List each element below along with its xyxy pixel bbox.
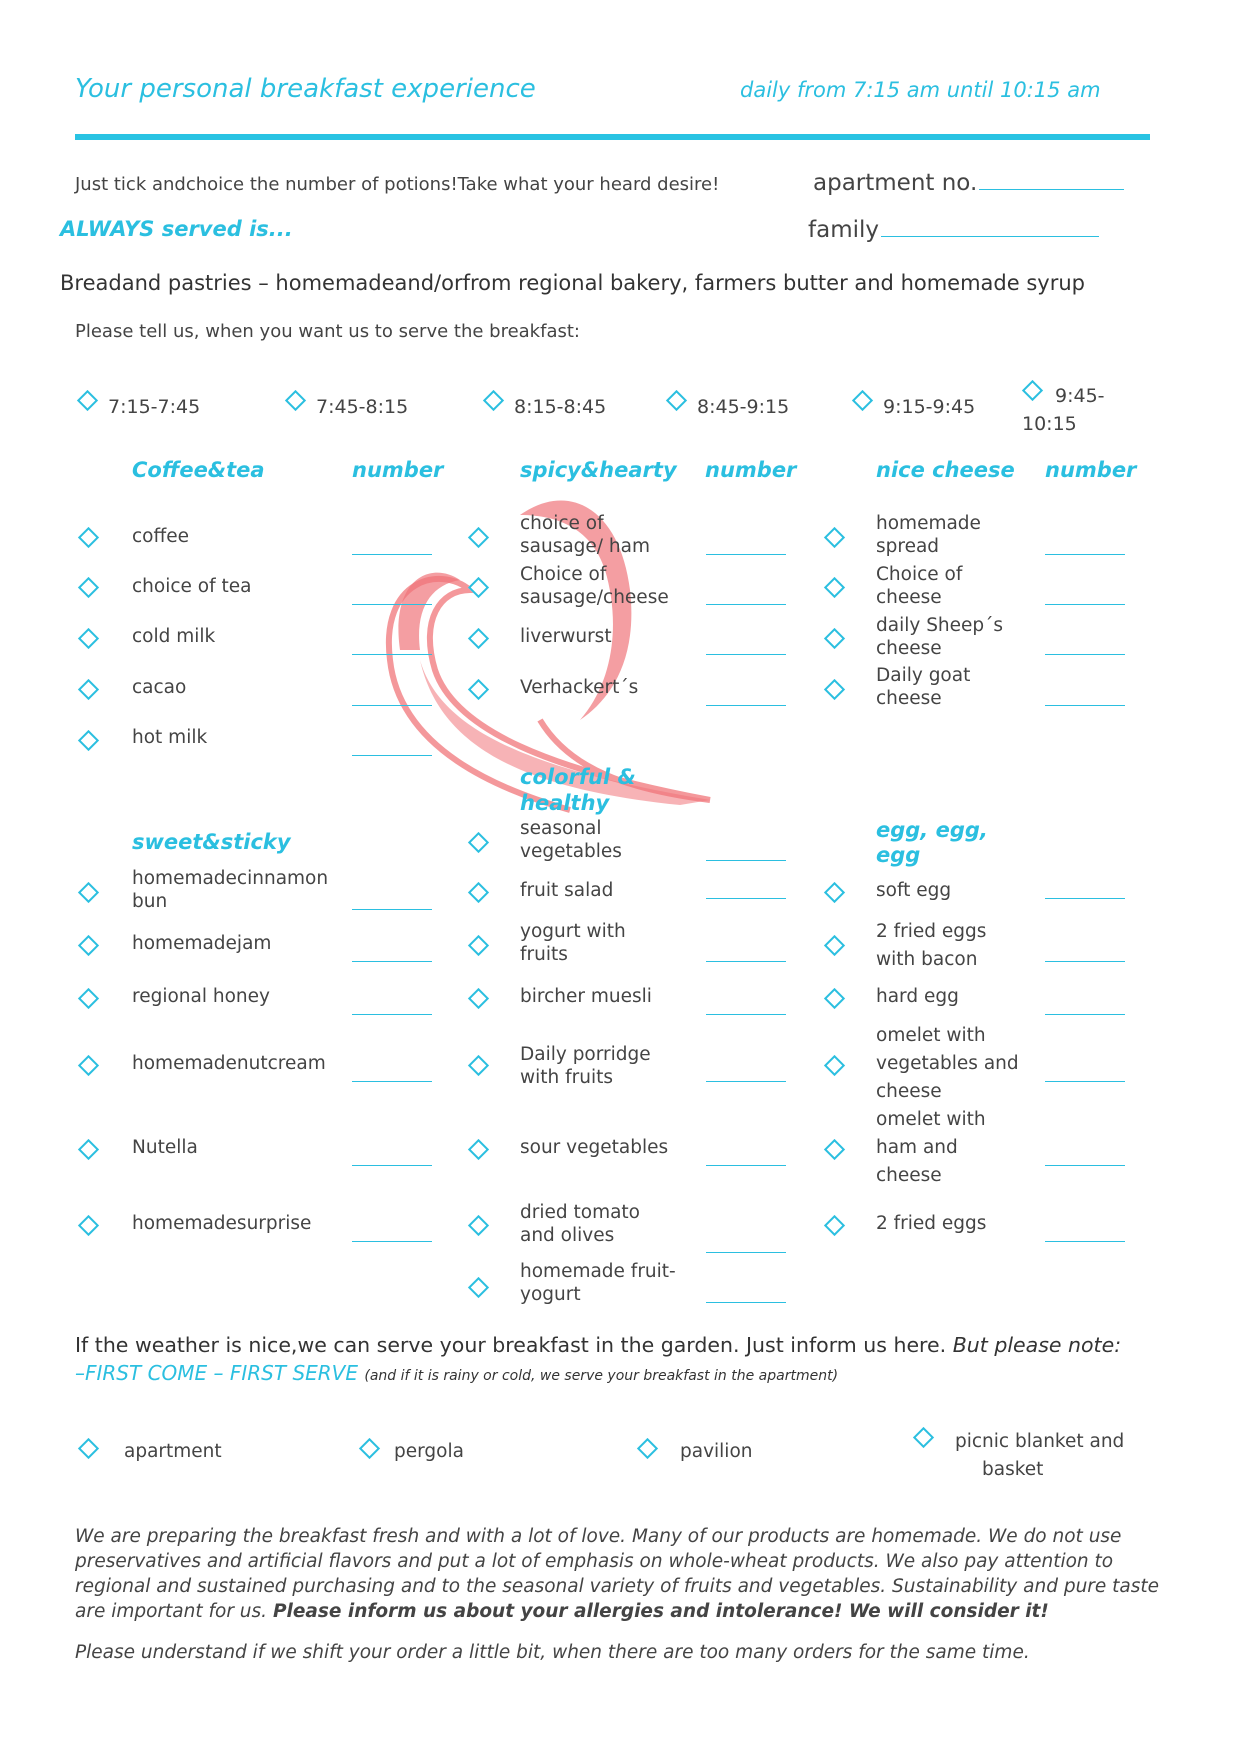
number-input-nutella[interactable] [352, 1165, 432, 1166]
number-input-sausage-ham[interactable] [706, 554, 786, 555]
item-nutella: Nutella [132, 1137, 198, 1158]
always-served-heading: ALWAYS served is... [60, 217, 293, 241]
number-input-cold-milk[interactable] [352, 654, 432, 655]
intro-text: Just tick andchoice the number of potions!Take what your heard desire! [75, 174, 720, 195]
page-title: Your personal breakfast experience [75, 74, 536, 104]
checkbox-soft-egg[interactable] [824, 882, 845, 903]
number-input-fried-eggs-bacon[interactable] [1045, 961, 1125, 962]
item-fried-eggs-bacon-2: with bacon [876, 949, 978, 970]
number-input-bircher-muesli[interactable] [706, 1014, 786, 1015]
location-picnic-2: basket [982, 1459, 1044, 1480]
number-input-sausage-cheese[interactable] [706, 604, 786, 605]
item-verhackert: Verhackert´s [520, 677, 639, 698]
number-input-hot-milk[interactable] [352, 755, 432, 756]
checkbox-sour-vegetables[interactable] [468, 1139, 489, 1160]
checkbox-surprise[interactable] [78, 1215, 99, 1236]
time-slot-checkbox-1[interactable] [77, 390, 98, 411]
number-input-liverwurst[interactable] [706, 654, 786, 655]
item-fried-eggs-bacon-1: 2 fried eggs [876, 921, 987, 942]
checkbox-cold-milk[interactable] [78, 628, 99, 649]
weather-note: But please note: [952, 1333, 1122, 1357]
checkbox-seasonal-vegetables[interactable] [468, 832, 489, 853]
time-slot-5: 9:15-9:45 [883, 396, 976, 418]
item-seasonal-vegetables-2: vegetables [520, 841, 622, 862]
number-input-homemade-spread[interactable] [1045, 554, 1125, 555]
number-heading-2: number [705, 458, 797, 482]
checkbox-apartment[interactable] [78, 1438, 99, 1459]
checkbox-cacao[interactable] [78, 679, 99, 700]
checkbox-hard-egg[interactable] [824, 988, 845, 1009]
number-input-choice-cheese[interactable] [1045, 604, 1125, 605]
shift-note: Please understand if we shift your order a little bit, when there are too many orders for the same time. [75, 1642, 1030, 1663]
location-pergola: pergola [394, 1441, 464, 1462]
checkbox-fruit-yogurt[interactable] [468, 1277, 489, 1298]
allergy-note: Please inform us about your allergies and intolerance! We will consider it! [272, 1601, 1049, 1622]
checkbox-homemade-spread[interactable] [824, 527, 845, 548]
item-jam: homemadejam [132, 933, 272, 954]
apartment-label: apartment no. [813, 170, 978, 196]
item-choice-cheese-2: cheese [876, 587, 942, 608]
checkbox-fried-eggs[interactable] [824, 1215, 845, 1236]
item-fruit-yogurt-1: homemade fruit- [520, 1261, 676, 1282]
item-tomato-olives-1: dried tomato [520, 1202, 640, 1223]
number-input-verhackert[interactable] [706, 705, 786, 706]
item-porridge-2: with fruits [520, 1067, 614, 1088]
number-input-fried-eggs[interactable] [1045, 1241, 1125, 1242]
item-cinnamon-bun-1: homemadecinnamon [132, 868, 329, 889]
number-input-sheep-cheese[interactable] [1045, 654, 1125, 655]
number-input-surprise[interactable] [352, 1241, 432, 1242]
time-slot-2: 7:45-8:15 [316, 396, 409, 418]
colorful-healthy-heading-2: healthy [520, 791, 610, 815]
item-sausage-ham-2: sausage/ ham [520, 536, 650, 557]
time-slot-checkbox-3[interactable] [483, 390, 504, 411]
bread-description: Breadand pastries – homemadeand/orfrom regional bakery, farmers butter and homemade syrup [60, 271, 1085, 295]
checkbox-fruit-salad[interactable] [468, 882, 489, 903]
checkbox-picnic[interactable] [913, 1427, 934, 1448]
family-label: family [808, 217, 879, 243]
number-input-honey[interactable] [352, 1014, 432, 1015]
time-slot-checkbox-2[interactable] [285, 390, 306, 411]
item-bircher-muesli: bircher muesli [520, 986, 652, 1007]
number-input-fruit-salad[interactable] [706, 898, 786, 899]
number-heading-1: number [352, 458, 444, 482]
item-cold-milk: cold milk [132, 626, 216, 647]
item-omelet-vegetables-3: cheese [876, 1081, 942, 1102]
checkbox-omelet-vegetables[interactable] [824, 1055, 845, 1076]
item-seasonal-vegetables-1: seasonal [520, 818, 602, 839]
number-input-tea[interactable] [352, 604, 432, 605]
item-yogurt-fruits-2: fruits [520, 944, 568, 965]
item-sausage-cheese-1: Choice of [520, 564, 607, 585]
number-input-nutcream[interactable] [352, 1081, 432, 1082]
item-sausage-ham-1: choice of [520, 513, 604, 534]
item-nutcream: homemadenutcream [132, 1053, 326, 1074]
item-fruit-salad: fruit salad [520, 880, 614, 901]
spicy-hearty-heading: spicy&hearty [520, 458, 677, 482]
checkbox-yogurt-fruits[interactable] [468, 935, 489, 956]
number-input-cinnamon-bun[interactable] [352, 909, 432, 910]
time-slot-6: 9:45- [1055, 385, 1105, 407]
family-field[interactable] [808, 217, 1099, 243]
number-input-soft-egg[interactable] [1045, 898, 1125, 899]
item-soft-egg: soft egg [876, 880, 952, 901]
item-fruit-yogurt-2: yogurt [520, 1284, 581, 1305]
checkbox-goat-cheese[interactable] [824, 679, 845, 700]
checkbox-pergola[interactable] [359, 1438, 380, 1459]
nice-cheese-heading: nice cheese [876, 458, 1015, 482]
time-slot-4: 8:45-9:15 [697, 396, 790, 418]
checkbox-cinnamon-bun[interactable] [78, 882, 99, 903]
item-goat-cheese-2: cheese [876, 688, 942, 709]
time-slot-3: 8:15-8:45 [514, 396, 607, 418]
item-omelet-ham-2: ham and [876, 1137, 958, 1158]
item-goat-cheese-1: Daily goat [876, 665, 971, 686]
item-sheep-cheese-2: cheese [876, 638, 942, 659]
item-omelet-vegetables-2: vegetables and [876, 1053, 1019, 1074]
checkbox-omelet-ham[interactable] [824, 1139, 845, 1160]
item-sheep-cheese-1: daily Sheep´s [876, 615, 1004, 636]
number-input-omelet-vegetables[interactable] [1045, 1081, 1125, 1082]
service-hours: daily from 7:15 am until 10:15 am [740, 78, 1101, 102]
number-input-coffee[interactable] [352, 554, 432, 555]
first-come-line [75, 1361, 838, 1385]
checkbox-jam[interactable] [78, 935, 99, 956]
time-slot-checkbox-5[interactable] [852, 390, 873, 411]
item-yogurt-fruits-1: yogurt with [520, 921, 626, 942]
item-tomato-olives-2: and olives [520, 1225, 615, 1246]
colorful-healthy-heading-1: colorful & [520, 765, 636, 789]
item-cinnamon-bun-2: bun [132, 891, 168, 912]
checkbox-bircher-muesli[interactable] [468, 988, 489, 1009]
location-pavilion: pavilion [680, 1441, 753, 1462]
item-honey: regional honey [132, 986, 270, 1007]
checkbox-pavilion[interactable] [637, 1438, 658, 1459]
coffee-tea-heading: Coffee&tea [132, 458, 265, 482]
footer-main: We are preparing the breakfast fresh and with a lot of love. Many of our products are homemade. We do not use preservatives and artificial flavors and put a lot of emphasis on whole-wheat products. We also pay attention to regional and sustained purchasing and to the seasonal variety of fruits and vegetables. Sustainability and pure taste are important for us. [75, 1526, 1160, 1622]
time-slot-1: 7:15-7:45 [108, 396, 201, 418]
item-omelet-vegetables-1: omelet with [876, 1025, 986, 1046]
item-choice-cheese-1: Choice of [876, 564, 963, 585]
item-fried-eggs: 2 fried eggs [876, 1213, 987, 1234]
item-homemade-spread-2: spread [876, 536, 940, 557]
number-input-tomato-olives[interactable] [706, 1252, 786, 1253]
footer-text [75, 1524, 1165, 1624]
item-sausage-cheese-2: sausage/cheese [520, 587, 669, 608]
location-apartment: apartment [124, 1441, 222, 1462]
location-picnic-1: picnic blanket and [955, 1431, 1125, 1452]
checkbox-nutcream[interactable] [78, 1055, 99, 1076]
sweet-sticky-heading: sweet&sticky [132, 830, 291, 854]
number-input-sour-vegetables[interactable] [706, 1165, 786, 1166]
egg-heading-2: egg [876, 843, 921, 867]
checkbox-coffee[interactable] [78, 527, 99, 548]
time-slot-checkbox-6[interactable] [1022, 380, 1043, 401]
checkbox-honey[interactable] [78, 988, 99, 1009]
checkbox-nutella[interactable] [78, 1139, 99, 1160]
time-slot-6-end: 10:15 [1022, 413, 1077, 435]
number-input-hard-egg[interactable] [1045, 1014, 1125, 1015]
checkbox-tomato-olives[interactable] [468, 1215, 489, 1236]
item-hot-milk: hot milk [132, 727, 208, 748]
item-omelet-ham-3: cheese [876, 1165, 942, 1186]
item-cacao: cacao [132, 677, 187, 698]
time-slot-checkbox-4[interactable] [666, 390, 687, 411]
item-sour-vegetables: sour vegetables [520, 1137, 669, 1158]
serve-time-prompt: Please tell us, when you want us to serve the breakfast: [75, 321, 580, 342]
item-porridge-1: Daily porridge [520, 1044, 651, 1065]
checkbox-tea[interactable] [78, 577, 99, 598]
item-homemade-spread-1: homemade [876, 513, 981, 534]
checkbox-choice-cheese[interactable] [824, 577, 845, 598]
number-input-omelet-ham[interactable] [1045, 1165, 1125, 1166]
number-heading-3: number [1045, 458, 1137, 482]
item-hard-egg: hard egg [876, 986, 959, 1007]
first-come-text: –FIRST COME – FIRST SERVE [75, 1361, 358, 1385]
weather-main: If the weather is nice,we can serve your breakfast in the garden. Just inform us here. [75, 1333, 947, 1357]
rainy-note: (and if it is rainy or cold, we serve your breakfast in the apartment) [364, 1368, 839, 1384]
checkbox-fried-eggs-bacon[interactable] [824, 935, 845, 956]
checkbox-sheep-cheese[interactable] [824, 628, 845, 649]
checkbox-hot-milk[interactable] [78, 730, 99, 751]
checkbox-porridge[interactable] [468, 1055, 489, 1076]
number-input-goat-cheese[interactable] [1045, 705, 1125, 706]
apartment-field[interactable] [813, 170, 1124, 196]
weather-text [75, 1333, 1121, 1357]
egg-heading-1: egg, egg, [876, 818, 988, 842]
number-input-fruit-yogurt[interactable] [706, 1302, 786, 1303]
number-input-cacao[interactable] [352, 705, 432, 706]
item-omelet-ham-1: omelet with [876, 1109, 986, 1130]
item-tea: choice of tea [132, 576, 252, 597]
item-coffee: coffee [132, 526, 189, 547]
number-input-seasonal-vegetables[interactable] [706, 860, 786, 861]
number-input-porridge[interactable] [706, 1081, 786, 1082]
item-liverwurst: liverwurst [520, 626, 612, 647]
item-surprise: homemadesurprise [132, 1213, 312, 1234]
header-divider [75, 134, 1150, 140]
number-input-jam[interactable] [352, 961, 432, 962]
number-input-yogurt-fruits[interactable] [706, 961, 786, 962]
